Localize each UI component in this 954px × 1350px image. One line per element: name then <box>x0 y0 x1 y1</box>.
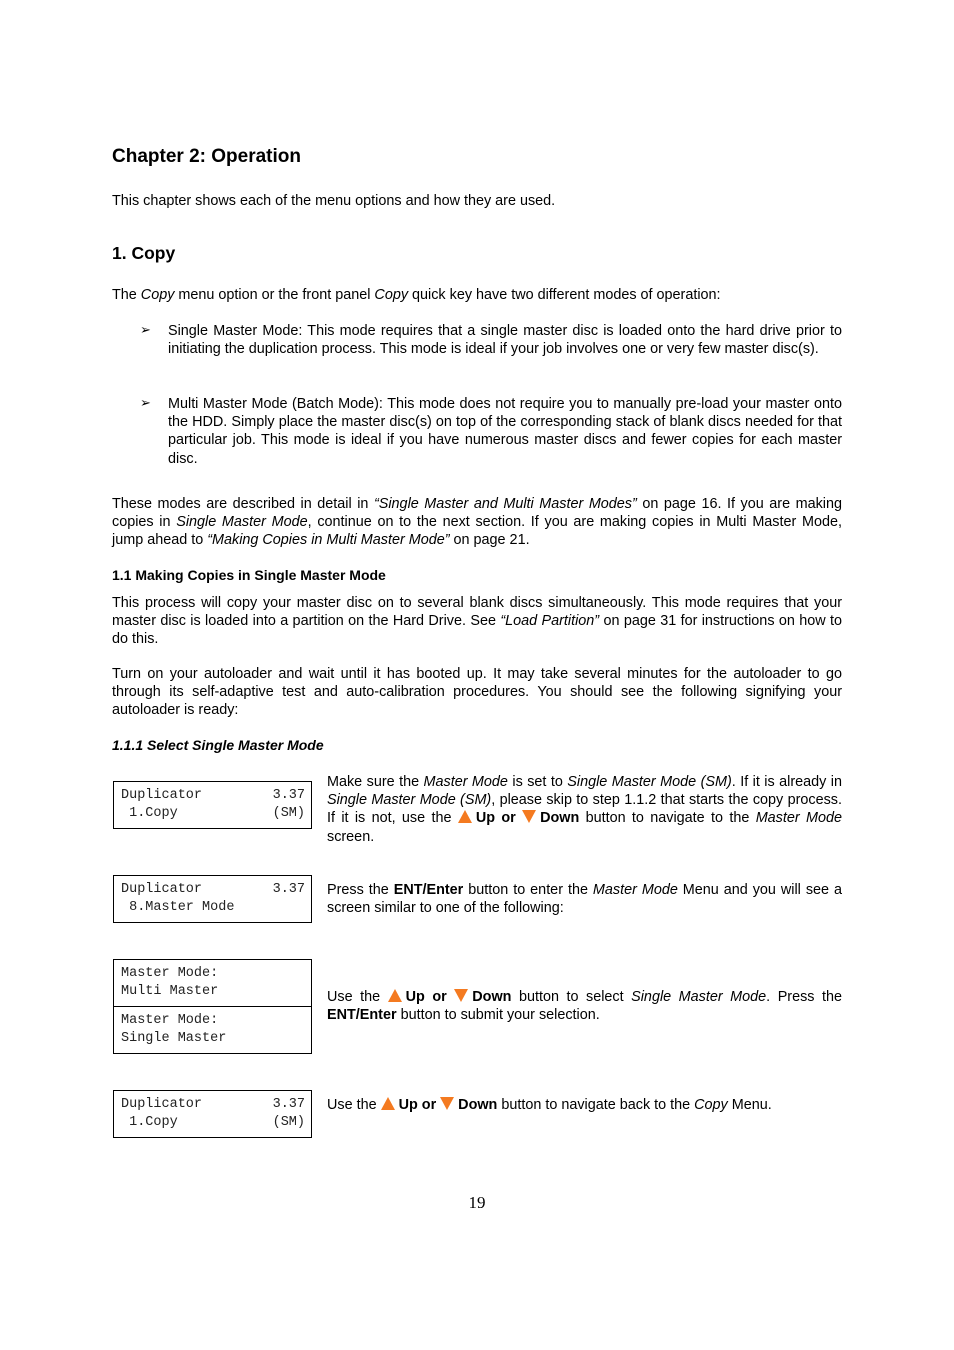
subsection-title: 1.1 Making Copies in Single Master Mode <box>112 567 386 583</box>
subsubsection-title: 1.1.1 Select Single Master Mode <box>112 737 324 753</box>
lcd-text: Master Mode: <box>121 1013 219 1028</box>
bullet-marker: ➢ <box>140 322 151 337</box>
down-arrow-icon <box>454 989 468 1002</box>
lcd-text: Master Mode: <box>121 966 219 981</box>
autoloader-paragraph: Turn on your autoloader and wait until it has booted up. It may take several minutes for the autoloader to go through its self-adaptive test and auto-calibration procedures. You should see the following signifying your autoloader is ready: <box>112 666 842 719</box>
lcd-text: 8.Master Mode <box>121 899 235 915</box>
step4-description: Use the Up or Down button to navigate back to the Copy Menu. <box>327 1097 772 1113</box>
lcd-display-mode-options <box>113 959 312 1054</box>
lcd-text: Multi Master <box>121 983 219 999</box>
step1-description: Make sure the Master Mode is set to Single Master Mode (SM). If it is already in Single Master Mode (SM), please skip to step 1.1.2 that starts the copy process. If it is not, use the Up or Down button to navigate to the Master Mode screen. <box>327 774 842 845</box>
up-arrow-icon <box>381 1097 395 1110</box>
page-number: 19 <box>468 1193 486 1212</box>
lcd-mode: (SM) <box>272 1114 305 1130</box>
lcd-text: 1.Copy <box>121 805 178 821</box>
bullet-single-master: Single Master Mode: This mode requires that a single master disc is loaded onto the hard drive prior to initiating the duplication process. This mode is ideal if your job involves one or very few master disc(s). <box>168 323 842 358</box>
section-title: 1. Copy <box>112 243 176 263</box>
step3-description: Use the Up or Down button to select Single Master Mode. Press the ENT/Enter button to submit your selection. <box>327 989 843 1024</box>
chapter-intro: This chapter shows each of the menu options and how they are used. <box>112 193 556 209</box>
copy-intro: The Copy menu option or the front panel Copy quick key have two different modes of operation: <box>112 287 721 303</box>
process-paragraph: This process will copy your master disc on to several blank discs simultaneously. This mode requires that your master disc is loaded into a partition on the Hard Drive. See “Load Partition” on page 31 for instructions on how to do this. <box>112 595 843 648</box>
lcd-text: 1.Copy <box>121 1114 178 1130</box>
lcd-version: 3.37 <box>272 1097 305 1112</box>
lcd-text: Duplicator <box>121 882 203 897</box>
lcd-version: 3.37 <box>272 788 305 803</box>
lcd-text: Duplicator <box>121 788 203 803</box>
lcd-option-single-master <box>114 1006 311 1053</box>
modes-paragraph: These modes are described in detail in “Single Master and Multi Master Modes” on page 16. If you are making copies in Single Master Mode, continue on to the next section. If you are making copies in Multi Master Mode, jump ahead to “Making Copies in Multi Master Mode” on page 21. <box>112 496 843 549</box>
lcd-version: 3.37 <box>272 882 305 897</box>
lcd-display-master-mode <box>113 875 312 923</box>
lcd-mode: (SM) <box>272 805 305 821</box>
step2-description: Press the ENT/Enter button to enter the Master Mode Menu and you will see a screen similar to one of the following: <box>327 882 842 917</box>
down-arrow-icon <box>440 1097 454 1110</box>
chapter-title: Chapter 2: Operation <box>112 146 301 167</box>
lcd-option-multi-master <box>114 960 311 1006</box>
lcd-display-copy <box>113 781 312 829</box>
down-arrow-icon <box>522 810 536 823</box>
up-arrow-icon <box>388 989 402 1002</box>
lcd-text: Single Master <box>121 1030 227 1046</box>
bullet-marker: ➢ <box>140 395 151 410</box>
lcd-display-copy-return <box>113 1090 312 1138</box>
bullet-multi-master: Multi Master Mode (Batch Mode): This mode does not require you to manually pre-load your master onto the HDD. Simply place the master disc(s) on top of the corresponding stack of blank discs needed for that particular job. This mode is ideal if you have numerous master discs and fewer copies for each master disc. <box>168 396 842 467</box>
lcd-text: Duplicator <box>121 1097 203 1112</box>
up-arrow-icon <box>458 810 472 823</box>
